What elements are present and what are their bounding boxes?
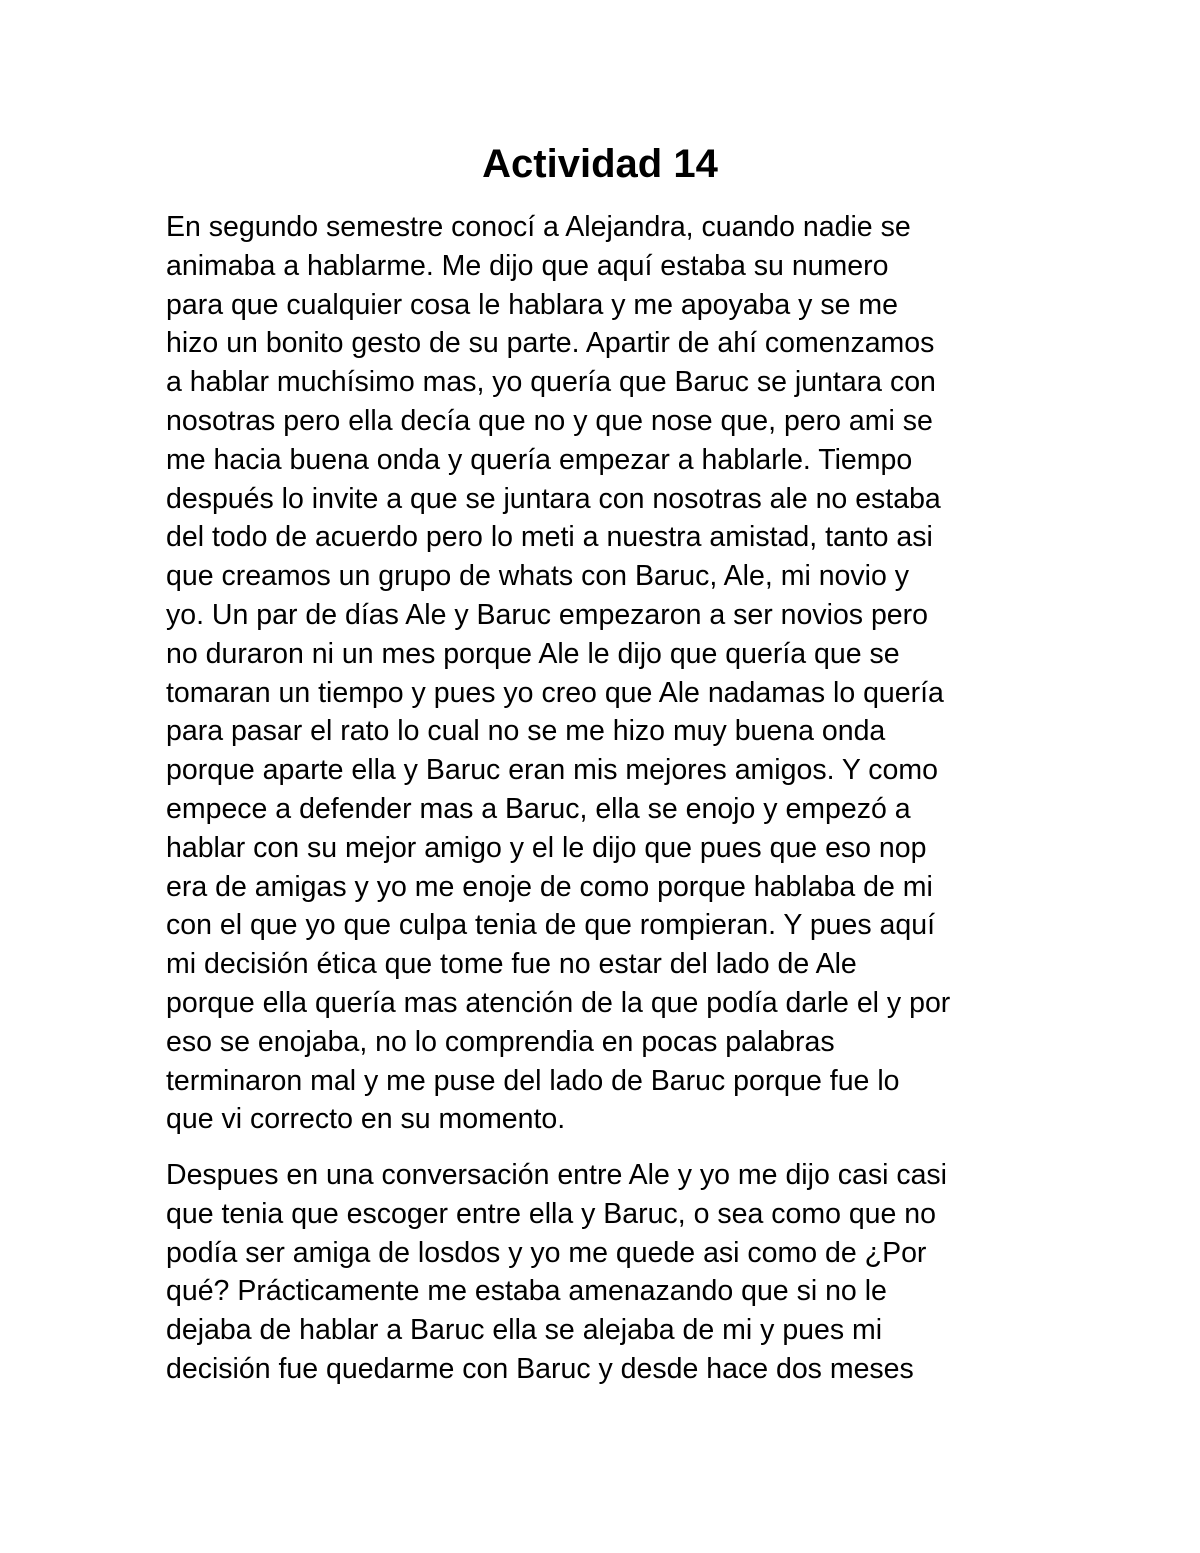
- text-line: mi decisión ética que tome fue no estar del lado de Ale: [166, 948, 857, 981]
- text-line: que creamos un grupo de whats con Baruc, Ale, mi novio y: [166, 560, 909, 593]
- text-line: nosotras pero ella decía que no y que nose que, pero ami se: [166, 404, 933, 437]
- text-line: tomaran un tiempo y pues yo creo que Ale nadamas lo quería: [166, 676, 944, 709]
- text-line: para pasar el rato lo cual no se me hizo muy buena onda: [166, 715, 886, 748]
- paragraph-2: [166, 1156, 947, 1389]
- text-line: terminaron mal y me puse del lado de Baruc porque fue lo: [166, 1064, 900, 1097]
- text-line: a hablar muchísimo mas, yo quería que Baruc se juntara con: [166, 366, 936, 399]
- paragraph-1: [166, 208, 950, 1139]
- text-line: era de amigas y yo me enoje de como porque hablaba de mi: [166, 870, 933, 903]
- text-line: En segundo semestre conocí a Alejandra, cuando nadie se: [166, 211, 911, 243]
- document-title: Actividad 14: [482, 142, 718, 186]
- text-line: podía ser amiga de losdos y yo me quede asi como de ¿Por: [166, 1236, 927, 1269]
- text-line: me hacia buena onda y quería empezar a hablarle. Tiempo: [166, 443, 913, 476]
- text-line: porque ella quería mas atención de la que podía darle el y por: [166, 986, 951, 1019]
- text-line: animaba a hablarme. Me dijo que aquí estaba su numero: [166, 249, 889, 282]
- text-line: eso se enojaba, no lo comprendia en pocas palabras: [166, 1025, 835, 1058]
- text-line: para que cualquier cosa le hablara y me apoyaba y se me: [166, 288, 898, 321]
- text-line: qué? Prácticamente me estaba amenazando que si no le: [166, 1275, 887, 1308]
- text-line: después lo invite a que se juntara con nosotras ale no estaba: [166, 482, 941, 515]
- text-line: empece a defender mas a Baruc, ella se enojo y empezó a: [166, 792, 911, 825]
- text-line: dejaba de hablar a Baruc ella se alejaba de mi y pues mi: [166, 1314, 883, 1347]
- text-line: no duraron ni un mes porque Ale le dijo que quería que se: [166, 637, 900, 670]
- text-line: con el que yo que culpa tenia de que rompieran. Y pues aquí: [166, 909, 936, 942]
- text-line: porque aparte ella y Baruc eran mis mejores amigos. Y como: [166, 754, 938, 787]
- text-line: yo. Un par de días Ale y Baruc empezaron a ser novios pero: [166, 598, 928, 631]
- text-line: Despues en una conversación entre Ale y yo me dijo casi casi: [166, 1159, 948, 1191]
- text-line: que vi correcto en su momento.: [166, 1103, 566, 1136]
- text-line: hablar con su mejor amigo y el le dijo que pues que eso nop: [166, 831, 927, 864]
- text-line: que tenia que escoger entre ella y Baruc, o sea como que no: [166, 1197, 937, 1230]
- text-line: decisión fue quedarme con Baruc y desde hace dos meses: [166, 1352, 914, 1385]
- text-line: hizo un bonito gesto de su parte. Apartir de ahí comenzamos: [166, 327, 935, 360]
- text-line: del todo de acuerdo pero lo meti a nuestra amistad, tanto asi: [166, 521, 933, 554]
